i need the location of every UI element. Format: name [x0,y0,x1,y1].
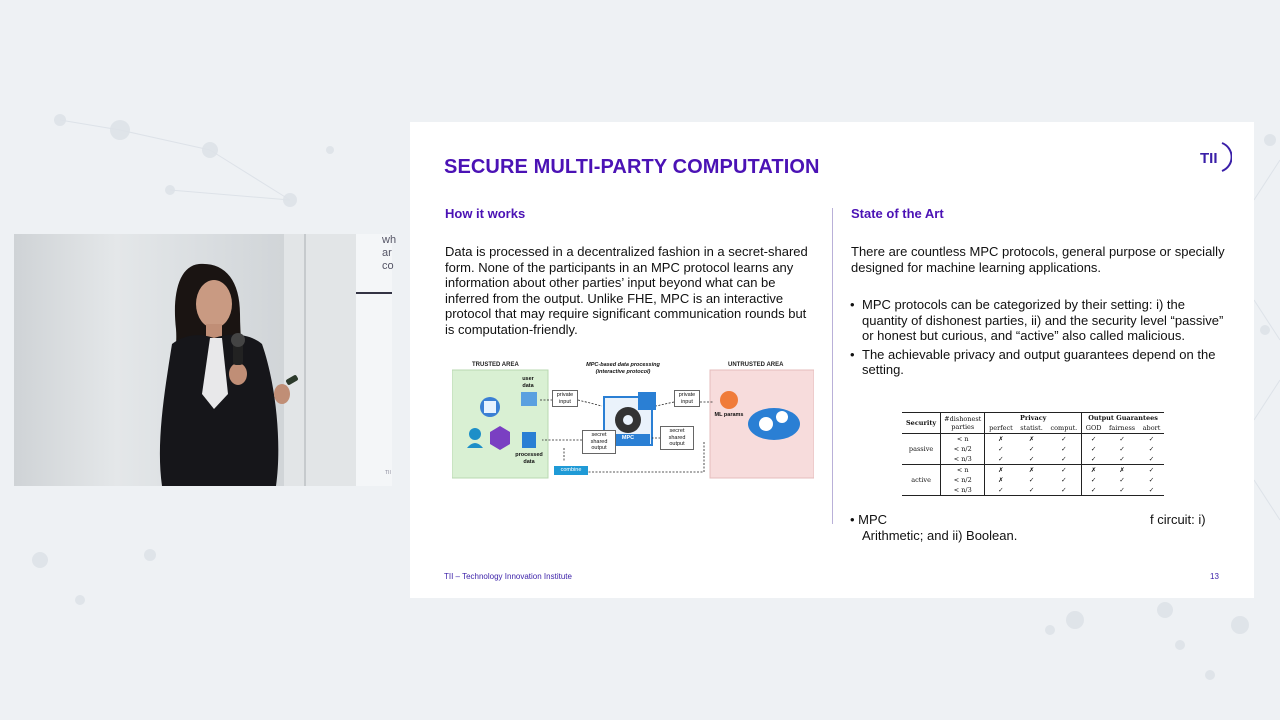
mpc-diagram-graphics [452,362,814,480]
ml-params-label: ML params [714,412,744,418]
table-cell: < n [941,434,985,445]
table-cell: ✓ [1119,445,1125,453]
table-subheader: abort [1142,424,1161,432]
table-group-active: active [911,476,931,484]
tii-logo [1200,140,1232,174]
table-cell: ✓ [1148,445,1155,453]
table-cell: ✓ [1119,486,1125,494]
table-cell: ✓ [1061,466,1067,474]
table-header-security: Security [905,419,937,427]
speaker-video [14,234,356,486]
table-row [902,465,1164,476]
table-cell: ✗ [985,475,1017,485]
table-row [902,444,1164,454]
mpc-diagram [452,362,814,480]
table-cell: ✗ [985,465,1017,476]
table-cell: ✓ [1082,444,1105,454]
table-cell: ✓ [1082,454,1105,465]
table-cell: < n/2 [941,475,985,485]
table-header-privacy: Privacy [985,413,1082,424]
secret-shared-output-left-box: secret shared output [582,430,616,454]
table-cell: ✓ [1119,455,1125,463]
combine-box: combine [554,466,588,475]
table-cell: ✓ [985,444,1017,454]
table-cell: ✓ [1028,476,1035,484]
processed-data-label: processed data [515,452,543,465]
speaker-figure [14,234,356,486]
table-cell: ✓ [1148,476,1155,484]
slide-title: SECURE MULTI-PARTY COMPUTATION [444,156,820,178]
table-header-output: Output Guarantees [1082,413,1164,424]
background-screen-divider [356,292,392,294]
logo-text: TII [1200,150,1218,167]
private-input-right-box: private input [674,390,700,407]
cut-bullet-mid: f circuit: i) [1150,512,1206,527]
presentation-slide [410,122,1254,598]
table-cell: ✓ [1061,476,1067,484]
table-row [902,485,1164,496]
mpc-label: MPC [621,435,635,441]
how-it-works-heading: How it works [445,206,526,221]
table-cell: ✓ [1082,475,1105,485]
table-cell: < n [941,465,985,476]
bullet-dot: • [850,512,859,527]
table-cell: ✓ [1082,485,1105,496]
table-cell: ✓ [1082,434,1105,445]
private-input-left-box: private input [552,390,578,407]
table-cell: ✗ [1119,466,1125,474]
table-cell: ✓ [1061,455,1067,463]
state-of-the-art-heading: State of the Art [851,206,944,221]
table-row [902,454,1164,465]
table-cell: ✓ [1061,445,1067,453]
mpc-process-label: MPC-based data processing (interactive protocol) [586,362,660,375]
bullet-item: • The achievable privacy and output guarantees depend on the setting. [850,347,1230,378]
user-data-label: user data [522,376,534,389]
background-text-line: ar [382,247,392,259]
how-it-works-paragraph: Data is processed in a decentralized fashion in a secret-shared form. None of the participants in an MPC protocol learns any information about other parties’ input beyond what can be inferred from the output. Unlike FHE, MPC is an interactive protocol that may require significant communication rounds but is computation-friendly. [445,244,808,337]
table-cell: < n/3 [941,454,985,465]
table-header-dishonest: #dishonest parties [941,413,985,434]
background-text-line: wh [382,234,397,246]
background-corner-text: TII [385,470,391,476]
secret-shared-output-right-box: secret shared output [660,426,694,450]
table-cell: ✓ [1148,486,1155,494]
table-cell: ✓ [1028,486,1035,494]
state-of-the-art-paragraph: There are countless MPC protocols, general purpose or specially designed for machine learning applications. [851,244,1225,275]
table-cell: ✓ [985,485,1017,496]
table-cell: ✓ [1119,476,1125,484]
background-screen-edge [356,234,397,486]
partially-hidden-bullet [850,512,1240,543]
slide-footer: TII – Technology Innovation Institute [444,572,572,581]
page-number: 13 [1210,572,1219,581]
security-table [902,412,1164,496]
table-cell: ✓ [1061,486,1067,494]
table-cell: ✓ [1119,435,1125,443]
table-subheader: fairness [1108,424,1136,432]
table-cell: ✗ [985,434,1017,445]
table-subheader: statist. [1020,424,1043,432]
table-cell: ✓ [1148,466,1155,474]
trusted-area-label: TRUSTED AREA [472,362,519,368]
table-cell: ✓ [985,454,1017,465]
table-cell: ✗ [1082,465,1105,476]
bullet-list [850,297,1230,381]
table-cell: ✓ [1148,435,1155,443]
table-row [902,475,1164,485]
table-cell: < n/3 [941,485,985,496]
column-divider [832,208,833,524]
background-text-line: co [382,260,394,272]
table-cell: ✓ [1148,455,1155,463]
table-subheader: perfect [985,423,1017,434]
table-cell: ✓ [1028,445,1035,453]
table-subheader: comput. [1050,424,1078,432]
untrusted-area-label: UNTRUSTED AREA [728,362,784,368]
table-cell: ✗ [1028,466,1035,474]
table-cell: ✓ [1028,455,1035,463]
table-subheader: GOD [1082,423,1105,434]
cut-bullet-end: Arithmetic; and ii) Boolean. [862,527,1018,543]
table-cell: ✗ [1028,435,1035,443]
table-group-passive: passive [908,445,934,453]
bullet-item: • MPC protocols can be categorized by their setting: i) the quantity of dishonest parties, ii) and the security level “passive” or honest but curious, and “active” also called malicious. [850,297,1230,344]
table-cell: < n/2 [941,444,985,454]
table-cell: ✓ [1061,435,1067,443]
table-row [902,434,1164,445]
cut-bullet-start: MPC [858,512,888,527]
background-screen-text [382,234,396,273]
